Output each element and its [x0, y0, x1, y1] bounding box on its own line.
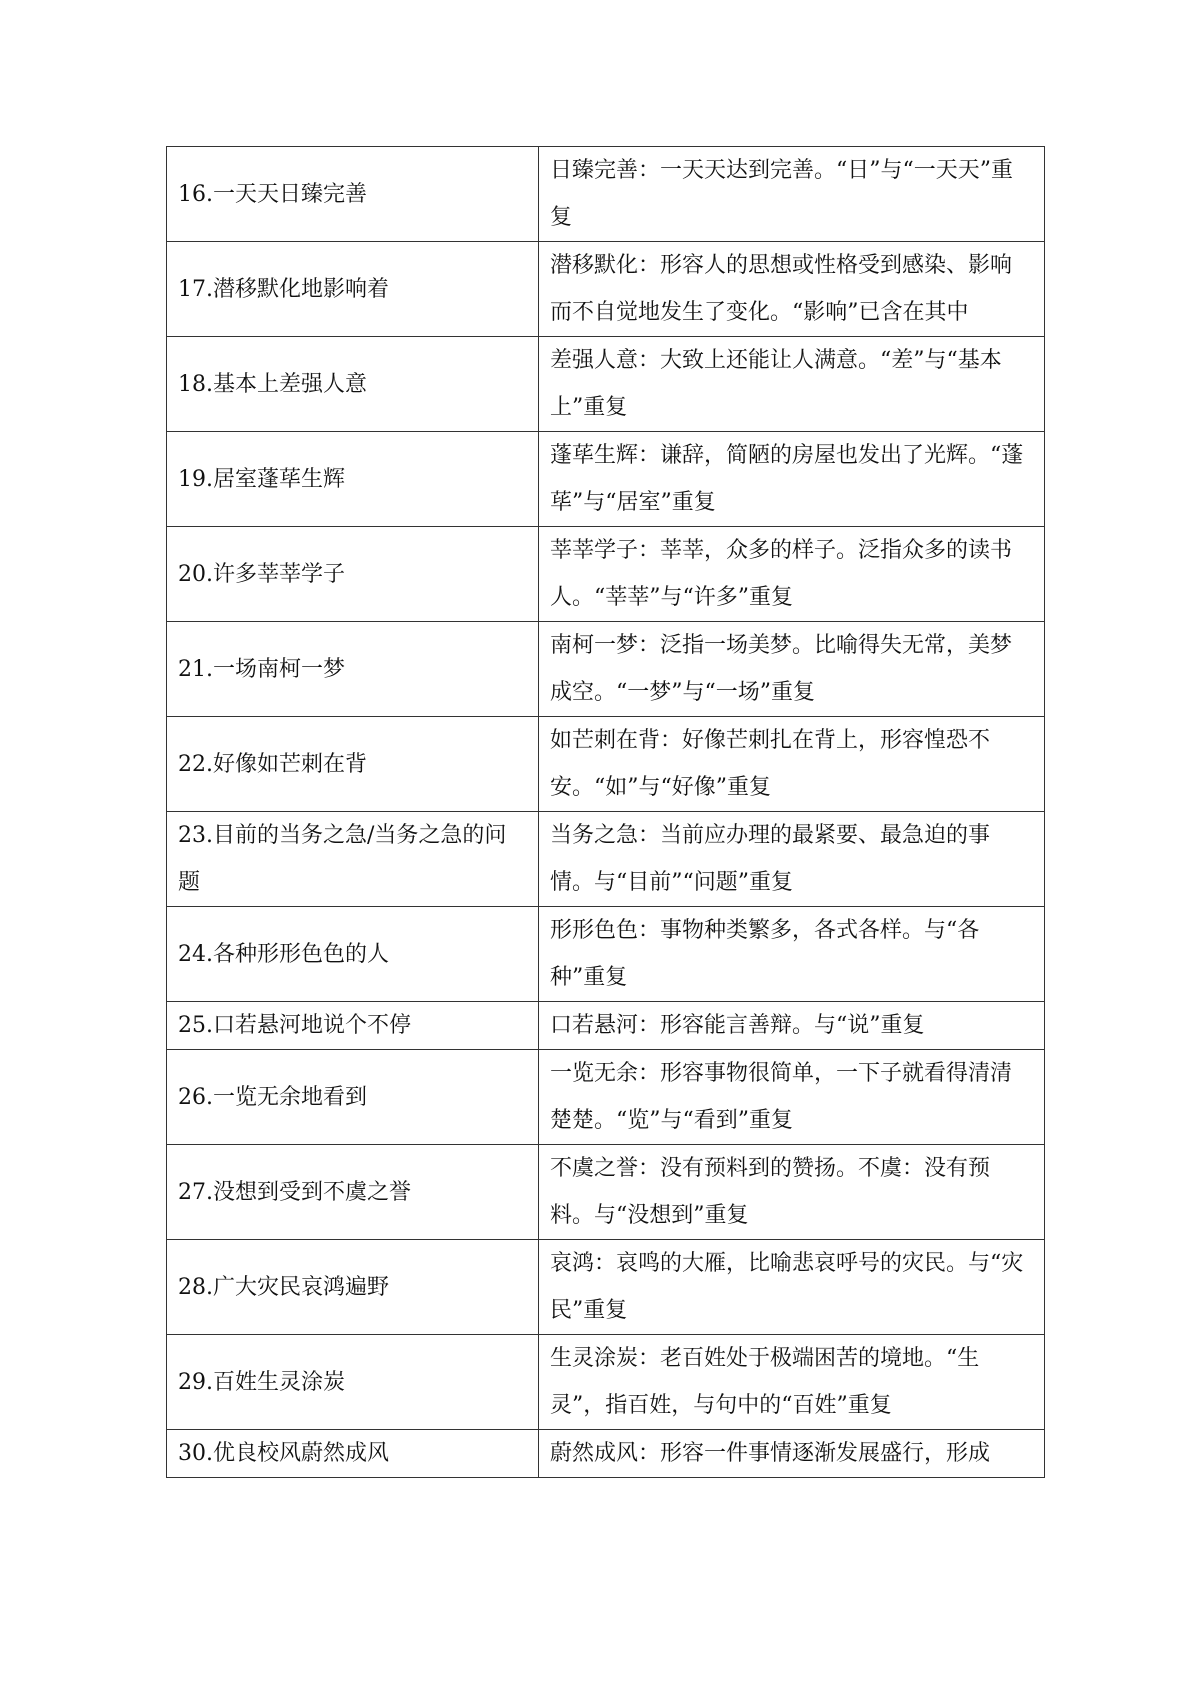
phrase-cell: 30.优良校风蔚然成风 [167, 1430, 539, 1478]
explanation-cell: 蓬荜生辉：谦辞，简陋的房屋也发出了光辉。“蓬荜”与“居室”重复 [539, 432, 1045, 527]
table-row [167, 1335, 1045, 1430]
explanation-cell: 口若悬河：形容能言善辩。与“说”重复 [539, 1002, 1045, 1050]
explanation-cell: 莘莘学子：莘莘，众多的样子。泛指众多的读书人。“莘莘”与“许多”重复 [539, 527, 1045, 622]
explanation-cell: 哀鸿：哀鸣的大雁，比喻悲哀呼号的灾民。与“灾民”重复 [539, 1240, 1045, 1335]
phrase-cell: 27.没想到受到不虞之誉 [167, 1145, 539, 1240]
phrase-cell: 26.一览无余地看到 [167, 1050, 539, 1145]
phrase-cell: 23.目前的当务之急/当务之急的问题 [167, 812, 539, 907]
explanation-cell: 如芒刺在背：好像芒刺扎在背上，形容惶恐不安。“如”与“好像”重复 [539, 717, 1045, 812]
table-row [167, 1145, 1045, 1240]
phrase-cell: 18.基本上差强人意 [167, 337, 539, 432]
phrase-cell: 22.好像如芒刺在背 [167, 717, 539, 812]
table-row [167, 812, 1045, 907]
explanation-cell: 差强人意：大致上还能让人满意。“差”与“基本上”重复 [539, 337, 1045, 432]
phrase-cell: 29.百姓生灵涂炭 [167, 1335, 539, 1430]
explanation-cell: 南柯一梦：泛指一场美梦。比喻得失无常，美梦成空。“一梦”与“一场”重复 [539, 622, 1045, 717]
table-row [167, 242, 1045, 337]
explanation-cell: 一览无余：形容事物很简单，一下子就看得清清楚楚。“览”与“看到”重复 [539, 1050, 1045, 1145]
table-row [167, 1050, 1045, 1145]
phrase-cell: 21.一场南柯一梦 [167, 622, 539, 717]
phrase-cell: 25.口若悬河地说个不停 [167, 1002, 539, 1050]
table-row [167, 907, 1045, 1002]
idiom-redundancy-table [166, 146, 1045, 1478]
explanation-cell: 生灵涂炭：老百姓处于极端困苦的境地。“生灵”，指百姓，与句中的“百姓”重复 [539, 1335, 1045, 1430]
explanation-cell: 潜移默化：形容人的思想或性格受到感染、影响而不自觉地发生了变化。“影响”已含在其中 [539, 242, 1045, 337]
table-row [167, 1002, 1045, 1050]
table-row [167, 527, 1045, 622]
explanation-cell: 不虞之誉：没有预料到的赞扬。不虞：没有预料。与“没想到”重复 [539, 1145, 1045, 1240]
table-row [167, 1240, 1045, 1335]
phrase-cell: 24.各种形形色色的人 [167, 907, 539, 1002]
phrase-cell: 16.一天天日臻完善 [167, 147, 539, 242]
explanation-cell: 形形色色：事物种类繁多，各式各样。与“各种”重复 [539, 907, 1045, 1002]
table-row [167, 717, 1045, 812]
table-row [167, 432, 1045, 527]
phrase-cell: 17.潜移默化地影响着 [167, 242, 539, 337]
explanation-cell: 日臻完善：一天天达到完善。“日”与“一天天”重复 [539, 147, 1045, 242]
phrase-cell: 28.广大灾民哀鸿遍野 [167, 1240, 539, 1335]
table-row [167, 1430, 1045, 1478]
phrase-cell: 20.许多莘莘学子 [167, 527, 539, 622]
explanation-cell: 当务之急：当前应办理的最紧要、最急迫的事情。与“目前”“问题”重复 [539, 812, 1045, 907]
table-row [167, 622, 1045, 717]
table-row [167, 337, 1045, 432]
phrase-cell: 19.居室蓬荜生辉 [167, 432, 539, 527]
table-row [167, 147, 1045, 242]
explanation-cell: 蔚然成风：形容一件事情逐渐发展盛行，形成 [539, 1430, 1045, 1478]
